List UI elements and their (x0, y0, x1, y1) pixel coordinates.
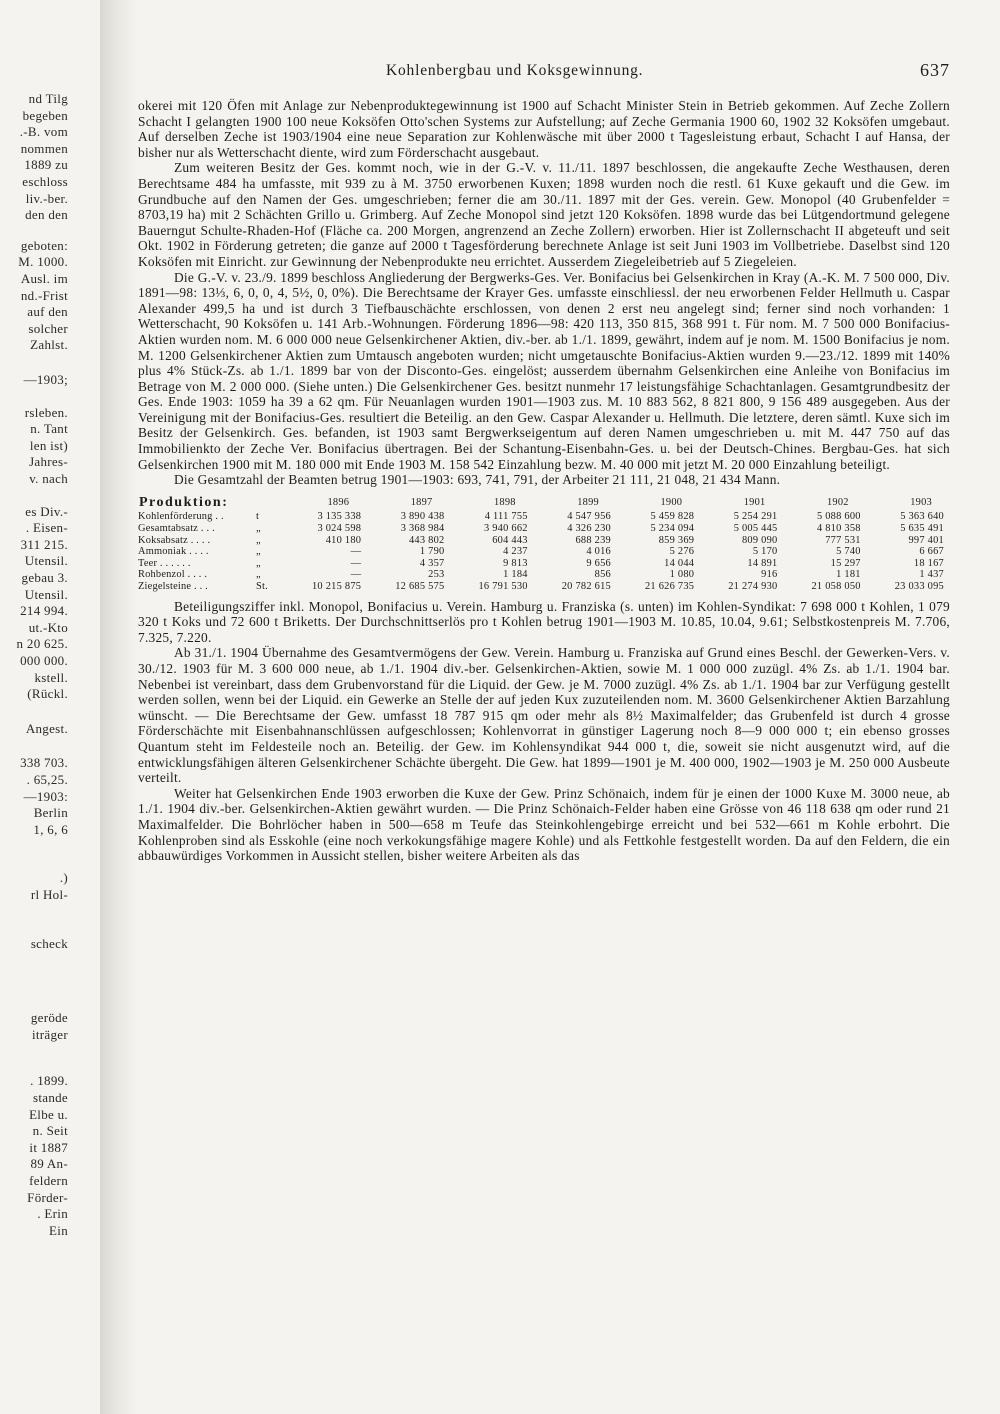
production-value: 5 005 445 (733, 523, 778, 535)
paragraph: Zum weiteren Besitz der Ges. kommt noch, wie in der G.-V. v. 11./11. 1897 beschlossen, die angekaufte Zeche Westhausen, deren Berechtsame 484 ha umfasste, mit 939 zu à M. 3750 erworbenen Kuxen; 1898 wurden noch die restl. 61 Kuxe gekauft und die Gew. im Grundbuche auf den Namen der Ges. umgeschrieben; ferner die am 30./11. 1897 mit der Ges. verein. Gew. Monopol (40 Grubenfelder = 8703,19 ha) mit 2 Schächten Grillo u. Grimberg. Auf Zeche Monopol sind jetzt 120 Koksöfen. 1898 wurde das bei Lütgendortmund gelegene Bauerngut Schulte-Rhaden-Hof (Fläche ca. 200 Morgen, angrenzend an Zeche Zollern) erworben. Hier ist Zollernschacht II abgeteuft und seit Okt. 1902 in Förderung getreten; die ganze auf 2000 t Tagesförderung berechnete Anlage ist seit Juni 1903 im Vollbetriebe. Daselbst sind 120 Koksöfen mit Einricht. zur Gewinnung der Nebenprodukte neu errichtet. Ausserdem Ziegeleibetrieb auf 5 Ziegeleien. (138, 160, 950, 269)
page-number: 637 (920, 60, 950, 80)
left-margin-fragment: rsleben. (24, 404, 68, 420)
production-row (138, 558, 950, 570)
left-margin-fragment: Utensil. (24, 553, 68, 569)
left-margin-fragment: geröde (30, 1010, 68, 1026)
left-margin-fragment: —1903: (23, 788, 68, 804)
production-value: 4 810 358 (816, 523, 861, 535)
left-margin-fragment: 1, 6, 6 (33, 821, 68, 837)
production-unit: „ (256, 534, 261, 546)
production-label: Ammoniak . . . . (138, 546, 209, 558)
production-table (138, 496, 950, 593)
year-header: 1899 (577, 497, 599, 509)
production-value: — (350, 557, 362, 569)
left-margin-fragment: 338 703. (20, 755, 68, 771)
page (138, 0, 950, 1414)
paragraph: Die G.-V. v. 23./9. 1899 beschloss Angliederung der Bergwerks-Ges. Ver. Bonifacius bei Gelsenkirchen in Kray (A.-K. M. 7 500 000, Div. 1891—98: 13⅓, 6, 0, 0, 4, 5½, 0, 0%). Die Berechtsame der Krayer Ges. umfasste einschliessl. der neu erworbenen Felder Hellmuth u. Caspar Alexander 499,5 ha und ist durch 3 Tiefbauschächte erschlossen, von denen 2 erst neu angelegt sind; ferner sind noch vorhanden: 1 Wetterschacht, 90 Koksöfen u. 141 Arb.-Wohnungen. Förderung 1896—98: 420 113, 350 815, 368 991 t. Für nom. M. 7 500 000 Bonifacius-Aktien wurden nom. M. 6 000 000 neue Gelsenkirchener Aktien, div.-ber. ab 1./1. 1899, gewährt, indem auf je nom. M. 1500 Bonifacius je nom. M. 1200 Gelsenkirchener Aktien zum Umtausch angeboten wurden; nicht umgetauschte Bonifacius-Aktien wurden 9.—23./12. 1899 mit 140% plus 4% Stück-Zs. ab 1./1. 1899 bar von der Disconto-Ges. eingelöst; ausserdem übernahm Gelsenkirchen eine Anleihe von Bonifacius im Betrage von M. 2 000 000. (Siehe unten.) Die Gelsenkirchener Ges. besitzt nunmehr 17 leistungsfähige Schachtanlagen. Gesamtgrundbesitz der Ges. Ende 1903: 1059 ha 39 a 62 qm. Für Neuanlagen wurden 1901—1903 zus. M. 10 883 562, 8 821 800, 9 156 489 ausgegeben. Aus der Vereinigung mit der Bonifacius-Ges. resultiert die Beteilig. an den Gew. Caspar Alexander u. Hellmuth. Die letztere, deren sämtl. Kuxe sich im Besitz der Gelsenkirch. Ges. befanden, ist 1903 samt Bergwerkseigentum auf deren Namen umgeschrieben u. mit M. 447 750 auf das Immobilienkto der Zeche Ver. Bonifacius übertragen. Bei der Schantung-Eisenbahn-Ges. u. bei der Deutsch-Chines. Bergbau-Ges. hat sich Gelsenkirchen 1900 mit M. 180 000 mit Ende 1903 M. 158 542 Einzahlung bezw. M. 40 000 mit jetzt M. 20 000 Einzahlung beteiligt. (138, 269, 950, 472)
left-margin-fragment: .) (59, 870, 68, 886)
production-row (138, 546, 950, 558)
production-row (138, 581, 950, 593)
production-row (138, 523, 950, 535)
year-header: 1901 (743, 497, 766, 509)
left-margin-fragment: Ein (49, 1222, 68, 1238)
production-value: 5 363 640 (900, 511, 944, 523)
production-value: 9 813 (503, 557, 528, 569)
production-value: 3 940 662 (483, 523, 528, 535)
left-margin-fragment: n. Seit (32, 1123, 68, 1139)
left-margin-fragment: kstell. (34, 669, 68, 685)
production-unit: t (256, 511, 260, 523)
left-margin-fragment: Elbe u. (29, 1106, 68, 1122)
production-header-row (138, 496, 950, 512)
left-margin-fragment: Utensil. (24, 586, 68, 602)
left-margin-fragment: feldern (29, 1173, 68, 1188)
production-value: 1 437 (919, 569, 944, 581)
left-margin-fragment: M. 1000. (18, 254, 68, 270)
year-header: 1903 (910, 497, 932, 509)
left-margin-fragment: len ist) (29, 437, 68, 453)
running-title: Kohlenbergbau und Koksgewinnung. (386, 62, 644, 79)
production-row (138, 569, 950, 581)
left-margin-fragment: eschloss (22, 174, 68, 189)
production-value: 1 184 (503, 569, 528, 581)
production-title: Produktion: (139, 494, 229, 510)
left-margin-fragment: rl Hol- (30, 887, 68, 902)
left-margin-fragment: solcher (28, 320, 68, 336)
production-label: Kohlenförderung . . (138, 511, 224, 523)
book-gutter-shadow (100, 0, 138, 1414)
left-margin-fragment: 214 994. (20, 603, 68, 619)
running-head (138, 62, 950, 86)
year-header: 1900 (660, 497, 683, 509)
paragraph: Beteiligungsziffer inkl. Monopol, Bonifacius u. Verein. Hamburg u. Franziska (s. unten) im Kohlen-Syndikat: 7 698 000 t Kohlen, 1 079 320 t Koks und 72 600 t Briketts. Der Durchschnittserlös pro t Kohlen betrug 1901—1903 M. 10.85, 10.04, 9.61; Selbstkostenpreis M. 7.706, 7.325, 7.220. (138, 598, 950, 645)
left-margin-fragment: nd Tilg (28, 91, 68, 106)
production-value: 14 044 (664, 557, 695, 569)
production-row (138, 511, 950, 523)
left-margin-fragment: . 65,25. (26, 772, 68, 787)
production-unit: „ (256, 523, 261, 535)
production-value: 12 685 575 (395, 581, 445, 592)
production-value: 5 635 491 (900, 523, 944, 535)
production-value: 20 782 615 (561, 581, 611, 592)
production-value: 3 024 598 (317, 523, 362, 535)
left-margin-fragment: Förder- (27, 1189, 68, 1205)
production-value: 5 459 828 (650, 511, 695, 523)
production-value: 6 667 (919, 546, 944, 558)
left-margin-fragment: 311 215. (20, 536, 68, 552)
production-value: 21 626 735 (644, 581, 695, 592)
paragraph: Weiter hat Gelsenkirchen Ende 1903 erworben die Kuxe der Gew. Prinz Schönaich, indem für je einen der 1000 Kuxe M. 3000 neue, ab 1./1. 1904 div.-ber. Gelsenkirchen-Aktien gewährt wurden. — Die Prinz Schönaich-Felder haben eine Grösse von 46 118 638 qm oder rund 21 Maximalfelder. Die Bohrlöcher haben in 500—658 m Teufe das Steinkohlengebirge erreicht und bei 532—661 m Kohle erbohrt. Die Kohlenproben sind als Esskohle (eine noch verkokungsfähige magere Kohle) und als Fettkohle festgestellt worden. Da auf den Feldern, die ein abbauwürdiges Vorkommen in Aussicht stellen, bisher weitere Arbeiten als das (138, 785, 950, 864)
production-value: 443 802 (408, 534, 445, 546)
left-margin-fragment: —1903; (23, 372, 68, 387)
production-label: Koksabsatz . . . . (138, 534, 211, 546)
left-margin-fragment: Jahres- (29, 454, 68, 470)
production-value: 4 326 230 (567, 523, 611, 535)
left-page-margin-fragments (0, 0, 100, 1414)
production-value: 5 170 (752, 546, 778, 558)
production-value: — (350, 546, 362, 558)
production-label: Teer . . . . . . (138, 557, 191, 569)
left-margin-fragment: n 20 625. (16, 636, 68, 652)
production-value: 10 215 875 (311, 581, 362, 592)
production-label: Gesamtabsatz . . . (138, 523, 215, 535)
year-header: 1902 (826, 497, 849, 509)
production-value: 14 891 (747, 557, 778, 569)
left-margin-fragment: v. nach (29, 471, 68, 486)
production-value: 809 090 (741, 534, 778, 546)
production-unit: „ (256, 569, 261, 581)
left-margin-fragment: liv.-ber. (25, 190, 68, 206)
production-value: 3 890 438 (400, 511, 445, 523)
left-margin-fragment: (Rückl. (27, 686, 68, 702)
production-value: — (350, 569, 362, 581)
production-value: 15 297 (830, 557, 861, 569)
production-value: 997 401 (908, 534, 944, 546)
production-unit: „ (256, 557, 261, 569)
left-margin-fragment: scheck (30, 935, 68, 951)
year-header: 1896 (327, 497, 350, 509)
left-margin-fragment: . Erin (37, 1206, 68, 1222)
production-value: 777 531 (825, 534, 861, 546)
left-margin-fragment: begeben (22, 107, 68, 123)
production-value: 604 443 (492, 534, 528, 546)
production-value: 410 180 (325, 534, 362, 546)
left-margin-fragment: .-B. vom (19, 124, 68, 140)
left-margin-fragment: 1889 zu (24, 157, 68, 173)
left-margin-fragment: n. Tant (30, 421, 68, 437)
left-margin-fragment: ut.-Kto (28, 619, 68, 635)
production-value: 21 274 930 (728, 581, 778, 592)
left-margin-fragment: it 1887 (29, 1139, 68, 1155)
production-value: 4 237 (503, 546, 528, 558)
year-header: 1898 (493, 497, 516, 509)
production-value: 18 167 (913, 557, 944, 569)
left-margin-fragment: den den (25, 207, 68, 223)
production-value: 1 790 (419, 546, 445, 558)
production-value: 16 791 530 (478, 581, 528, 592)
left-margin-fragment: nommen (20, 140, 68, 156)
production-value: 916 (761, 569, 778, 581)
left-margin-fragment: nd.-Frist (20, 287, 68, 303)
left-margin-fragment: gebau 3. (21, 570, 68, 585)
left-margin-fragment: iträger (31, 1026, 68, 1042)
production-value: 5 088 600 (816, 511, 861, 523)
production-value: 1 181 (836, 569, 861, 581)
body-text (138, 98, 950, 864)
production-value: 253 (428, 569, 445, 581)
production-value: 5 234 094 (650, 523, 695, 535)
left-margin-fragment: geboten: (20, 237, 68, 253)
left-margin-fragment: . Eisen- (25, 520, 68, 536)
production-value: 3 135 338 (317, 511, 362, 523)
production-value: 4 547 956 (567, 511, 611, 523)
paragraph: Ab 31./1. 1904 Übernahme des Gesamtvermögens der Gew. Verein. Hamburg u. Franziska auf Grund eines Beschl. der Gewerken-Vers. v. 30./12. 1903 für M. 3 600 000 neue, ab 1./1. 1904 div.-ber. Gelsenkirchen-Aktien, sowie M. 1 000 000 zuzügl. 4% Zs. ab 1./1. 1904 bar. Nebenbei ist vereinbart, dass dem Grubenvorstand für die Liquid. der Gew. je M. 7000 zuzügl. 4% Zs. ab 1./1. 1904 bar zur Verfügung gestellt werden sollen, wenn bei der Liquid. ein Gewerke an Stelle der auf jeden Kux zuzuteilenden nom. M. 3600 Gelsenkirchener Aktien Barzahlung wünscht. — Die Berechtsame der Gew. umfasst 18 787 915 qm oder mehr als 8½ Maximalfelder; das Grubenfeld ist durch 4 grosse Förderschächte mit Eisenbahnanschlüssen aufgeschlossen; Kohlenvorrat in günstiger Lagerung noch 8—9 000 000 t; ein ebenso grosses Quantum steht im Feldesteile noch an. Beteilig. der Gew. im Kohlensyndikat 944 000 t, die, soweit sie nicht ausgenutzt wird, auf die entwicklungsfähigen älteren Gelsenkirchener Schächte übergeht. Die Gew. hat 1899—1901 je M. 400 000, 1902—1903 je M. 250 000 Ausbeute verteilt. (138, 645, 950, 786)
left-margin-fragment: es Div.- (25, 503, 68, 519)
production-label: Rohbenzol . . . . (138, 569, 208, 581)
production-value: 859 369 (658, 534, 695, 546)
production-label: Ziegelsteine . . . (138, 581, 208, 592)
production-value: 856 (594, 569, 611, 581)
production-value: 4 111 755 (484, 511, 528, 523)
production-value: 688 239 (575, 534, 611, 546)
left-margin-fragment: . 1899. (30, 1073, 68, 1089)
production-value: 1 080 (669, 569, 695, 581)
production-value: 5 276 (669, 546, 695, 558)
left-margin-fragment: Berlin (33, 805, 68, 821)
production-value: 4 357 (419, 557, 445, 569)
production-value: 5 740 (836, 546, 861, 558)
production-row (138, 535, 950, 547)
production-value: 23 033 095 (894, 581, 944, 592)
production-value: 21 058 050 (811, 581, 861, 592)
left-margin-fragment: 000 000. (20, 653, 68, 668)
production-value: 5 254 291 (733, 511, 778, 523)
production-value: 3 368 984 (400, 523, 445, 535)
production-unit: St. (256, 581, 269, 592)
left-margin-fragment: stande (32, 1090, 68, 1105)
production-unit: „ (256, 546, 261, 558)
year-header: 1897 (410, 497, 433, 509)
production-value: 4 016 (586, 546, 611, 558)
left-margin-fragment: Ausl. im (20, 271, 68, 286)
left-margin-fragment: 89 An- (30, 1156, 68, 1172)
paragraph: okerei mit 120 Öfen mit Anlage zur Nebenproduktegewinnung ist 1900 auf Schacht Minister Stein in Betrieb gekommen. Auf Zeche Zollern Schacht I gelangten 1900 100 neue Koksöfen Otto'schen Systems zur Aufstellung; auf Zeche Germania 1900 60, 1902 32 Koksöfen umgebaut. Auf derselben Zeche ist 1903/1904 eine neue Separation zur Kohlenwäsche mit über 2000 t Tagesleistung erbaut, Schacht I auf Hansa, der bisher nur als Wetterschacht diente, wird zum Förderschacht ausgebaut. (138, 98, 950, 160)
left-margin-fragment: auf den (27, 304, 68, 320)
left-margin-fragment: Zahlst. (30, 337, 68, 353)
left-margin-fragment: Angest. (25, 720, 68, 736)
production-value: 9 656 (586, 557, 611, 569)
paragraph: Die Gesamtzahl der Beamten betrug 1901—1903: 693, 741, 791, der Arbeiter 21 111, 21 048, 21 434 Mann. (174, 472, 781, 488)
